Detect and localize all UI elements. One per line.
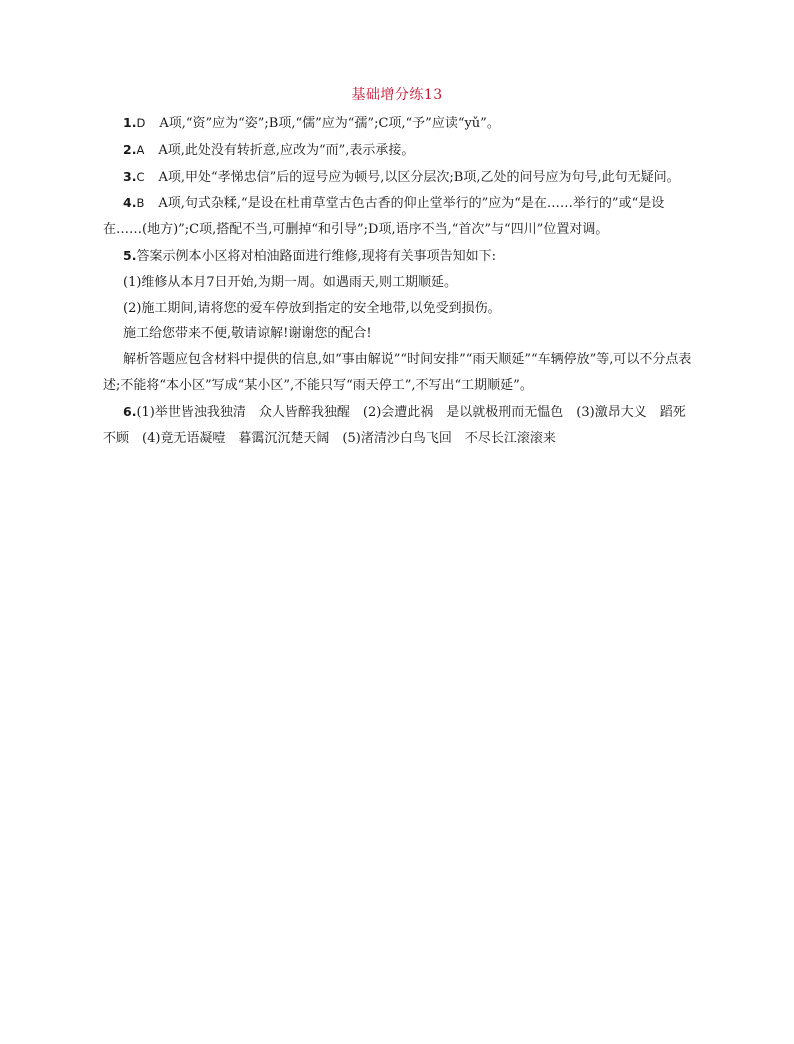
answer-item-5 bbox=[103, 243, 695, 270]
item-text: A项,甲处“孝悌忠信”后的逗号应为顿号,以区分层次;B项,乙处的问号应为句号,此句无疑问。 bbox=[158, 169, 680, 185]
answer-item-1 bbox=[103, 110, 695, 137]
page-title: 基础增分练13 bbox=[351, 87, 443, 103]
answer-item-2 bbox=[103, 137, 695, 164]
item-answer: D bbox=[136, 116, 146, 130]
item-number: 6. bbox=[123, 403, 137, 419]
item-text: A项,句式杂糅,“是设在杜甫草堂古色古香的仰止堂举行的”应为“是在……举行的”或“是设在……(地方)”;C项,搭配不当,可删掉“和引导”;D项,语序不当,“首次”与“四川”位置对调。 bbox=[103, 196, 665, 238]
answer-item-3 bbox=[103, 164, 695, 191]
item-number: 4. bbox=[123, 195, 137, 211]
item-text: A项,“资”应为“姿”;B项,“儒”应为“孺”;C项,“予”应读“yǔ”。 bbox=[159, 116, 500, 131]
answer-content bbox=[103, 110, 695, 451]
item-text: (1)举世皆浊我独清 众人皆醉我独醒 (2)会遭此祸 是以就极刑而无愠色 (3)激昂大义 蹈死不顾 (4)竟无语凝噎 暮霭沉沉楚天阔 (5)渚清沙白鸟飞回 不尽长江滚滚来 bbox=[103, 404, 686, 446]
answer-item-5-line-1: (1)维修从本月7日开始,为期一周。如遇雨天,则工期顺延。 bbox=[123, 274, 457, 290]
item-text: A项,此处没有转折意,应改为“而”,表示承接。 bbox=[158, 142, 415, 158]
item-head: 答案示例本小区将对柏油路面进行维修,现将有关事项告知如下: bbox=[136, 248, 496, 264]
answer-item-5-line-3: 施工给您带来不便,敬请谅解!谢谢您的配合! bbox=[123, 326, 372, 342]
item-answer: C bbox=[136, 169, 145, 184]
item-answer: B bbox=[136, 196, 145, 211]
answer-item-5-line-2: (2)施工期间,请将您的爱车停放到指定的安全地带,以免受到损伤。 bbox=[123, 300, 501, 316]
item-number: 5. bbox=[123, 247, 137, 263]
answer-item-4 bbox=[103, 190, 695, 243]
item-number: 2. bbox=[123, 141, 137, 157]
answer-item-6 bbox=[103, 399, 695, 452]
answer-item-5-analysis: 解析答题应包含材料中提供的信息,如“事由解说”“时间安排”“雨天顺延”“车辆停放”等,可以不分点表述;不能将“本小区”写成“某小区”,不能只写“雨天停工”,不写出“工期顺延”。 bbox=[103, 352, 692, 393]
item-number: 3. bbox=[123, 168, 137, 184]
item-number: 1. bbox=[123, 115, 137, 130]
item-answer: A bbox=[136, 142, 145, 157]
